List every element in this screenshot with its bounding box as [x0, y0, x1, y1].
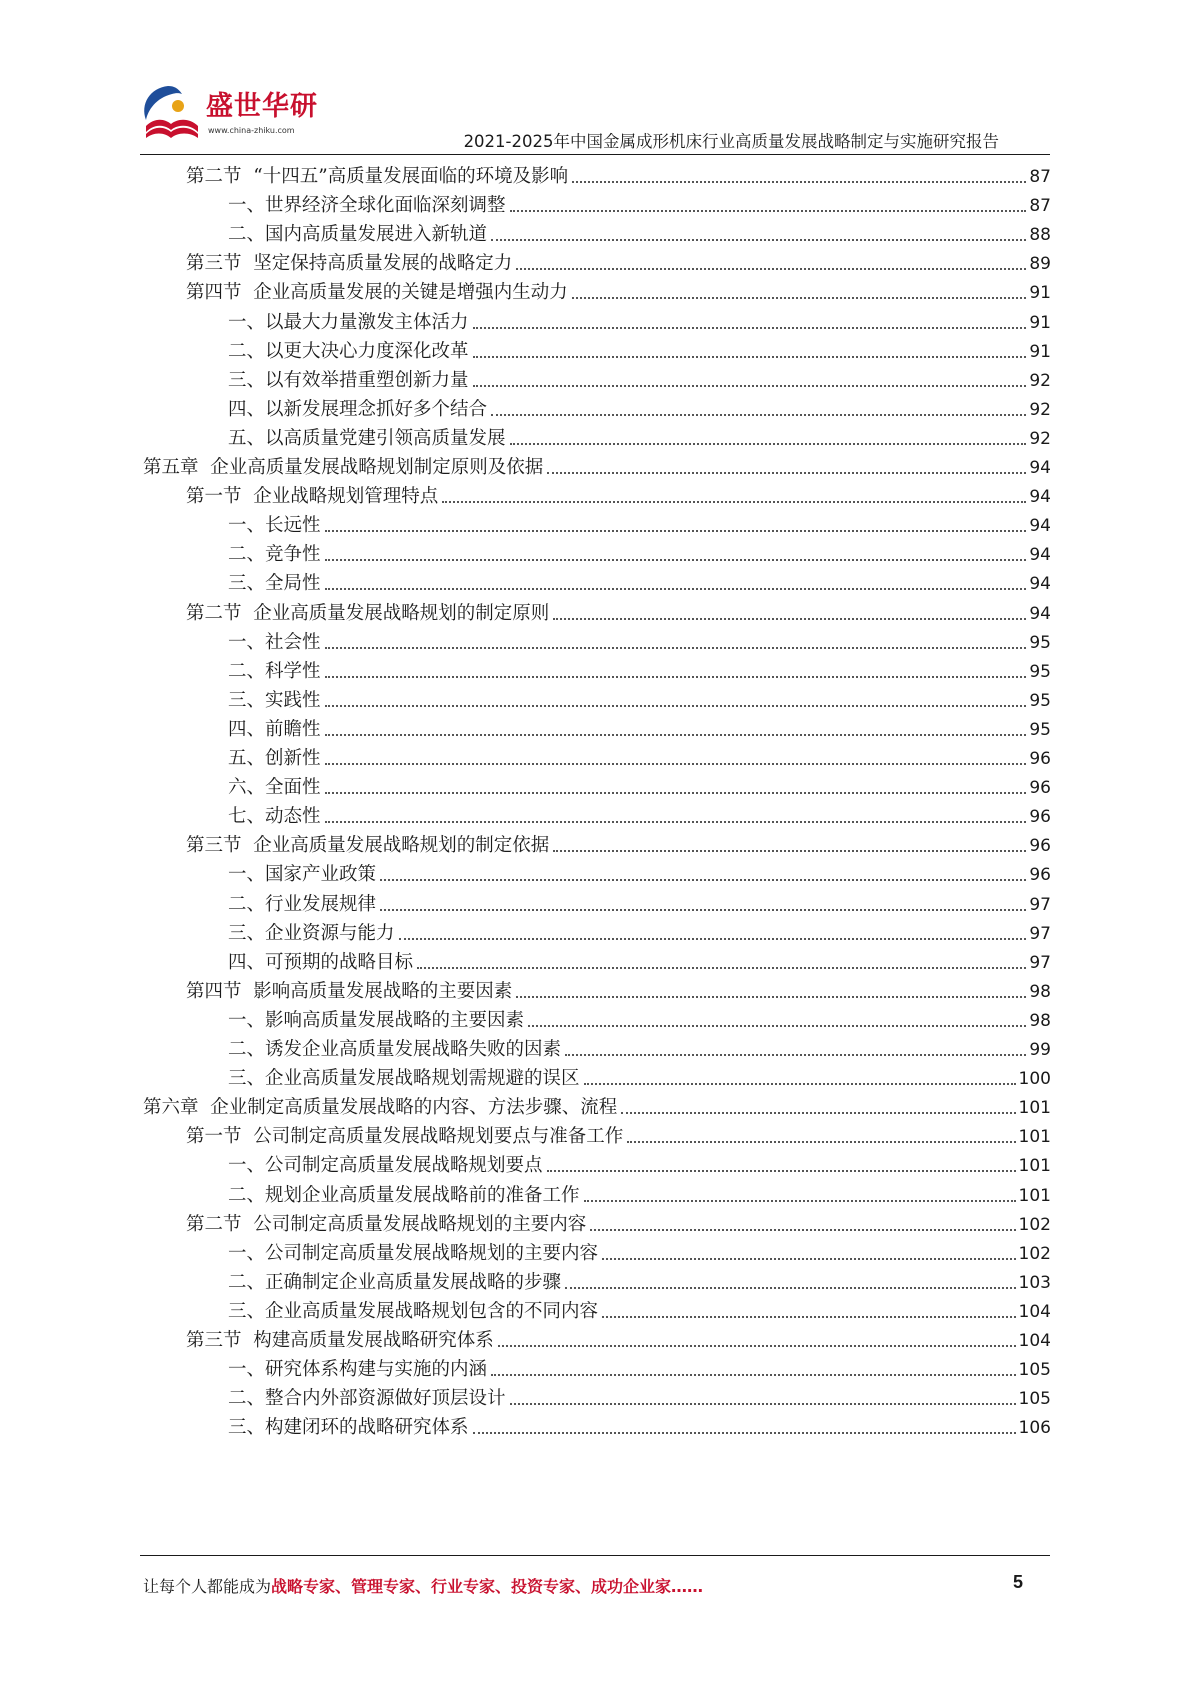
slogan-prefix: 让每个人都能成为	[143, 1577, 272, 1596]
toc-entry-title: 三、企业资源与能力	[228, 922, 395, 944]
toc-entry-page: 96	[1029, 778, 1051, 799]
toc-entry-title: 七、动态性	[228, 806, 321, 828]
toc-entry-title: 三、企业高质量发展战略规划包含的不同内容	[228, 1300, 599, 1322]
toc-dot-leader	[627, 1141, 1015, 1143]
toc-entry[interactable]	[228, 1409, 1051, 1439]
toc-entry-page: 95	[1029, 661, 1051, 682]
toc-entry[interactable]	[228, 1380, 1051, 1410]
toc-entry-page: 102	[1018, 1214, 1051, 1235]
toc-entry-title: 二、以更大决心力度深化改革	[228, 340, 469, 362]
toc-entry-page: 104	[1018, 1301, 1051, 1322]
report-title: 2021-2025年中国金属成形机床行业高质量发展战略制定与实施研究报告	[463, 132, 999, 151]
toc-entry-title: 第一节 企业战略规划管理特点	[186, 486, 439, 508]
toc-entry-title: 二、行业发展规律	[228, 893, 377, 915]
toc-entry[interactable]	[228, 944, 1051, 974]
toc-entry[interactable]	[186, 274, 1051, 304]
toc-dot-leader	[473, 385, 1027, 387]
toc-entry-title: 二、国内高质量发展进入新轨道	[228, 224, 488, 246]
toc-dot-leader	[565, 1054, 1026, 1056]
toc-dot-leader	[325, 559, 1027, 561]
toc-entry[interactable]	[228, 740, 1051, 770]
toc-dot-leader	[491, 239, 1026, 241]
toc-entry-page: 100	[1018, 1069, 1051, 1090]
toc-entry-page: 101	[1018, 1098, 1051, 1119]
toc-entry-title: 一、影响高质量发展战略的主要因素	[228, 1009, 525, 1031]
toc-dot-leader	[572, 297, 1027, 299]
toc-entry-title: 一、以最大力量激发主体活力	[228, 311, 469, 333]
toc-entry-title: 六、全面性	[228, 777, 321, 799]
toc-entry-title: 第二节 “十四五”高质量发展面临的环境及影响	[186, 166, 569, 187]
toc-entry-title: 五、创新性	[228, 748, 321, 769]
toc-entry-title: 三、企业高质量发展战略规划需规避的误区	[228, 1068, 580, 1090]
toc-dot-leader	[325, 763, 1027, 765]
toc-entry-title: 第三节 坚定保持高质量发展的战略定力	[186, 253, 513, 275]
toc-entry[interactable]	[186, 158, 1051, 188]
toc-entry-title: 三、以有效举措重塑创新力量	[228, 369, 469, 391]
toc-entry[interactable]	[228, 536, 1051, 566]
toc-dot-leader	[528, 1025, 1026, 1027]
toc-entry-title: 第五章 企业高质量发展战略规划制定原则及依据	[143, 457, 544, 478]
toc-entry-page: 96	[1029, 749, 1051, 769]
toc-entry[interactable]	[228, 1060, 1051, 1090]
toc-entry[interactable]	[228, 1147, 1051, 1177]
toc-entry-page: 104	[1018, 1331, 1051, 1351]
toc-entry-page: 105	[1018, 1360, 1051, 1381]
toc-dot-leader	[498, 1345, 1016, 1347]
toc-entry-title: 四、前瞻性	[228, 718, 321, 740]
toc-dot-leader	[325, 530, 1027, 532]
toc-entry[interactable]	[228, 915, 1051, 945]
toc-entry[interactable]	[228, 565, 1051, 595]
toc-entry[interactable]	[228, 886, 1051, 916]
toc-dot-leader	[553, 850, 1026, 852]
toc-entry[interactable]	[228, 1177, 1051, 1207]
toc-dot-leader	[325, 676, 1027, 678]
toc-entry-page: 96	[1029, 836, 1051, 857]
toc-dot-leader	[417, 967, 1026, 969]
toc-entry-page: 101	[1018, 1185, 1051, 1206]
toc-dot-leader	[553, 618, 1026, 620]
footer-slogan	[143, 1574, 703, 1597]
toc-dot-leader	[621, 1112, 1015, 1114]
toc-entry[interactable]	[186, 1118, 1051, 1148]
toc-entry[interactable]	[228, 653, 1051, 683]
toc-dot-leader	[547, 1170, 1016, 1172]
toc-entry-title: 二、科学性	[228, 660, 321, 682]
toc-entry-title: 第一节 公司制定高质量发展战略规划要点与准备工作	[186, 1126, 624, 1148]
toc-entry[interactable]	[228, 769, 1051, 799]
toc-entry-page: 96	[1029, 807, 1051, 828]
toc-entry-title: 四、可预期的战略目标	[228, 951, 414, 973]
toc-entry-page: 87	[1029, 167, 1051, 187]
toc-entry[interactable]	[228, 304, 1051, 334]
toc-dot-leader	[325, 821, 1027, 823]
toc-entry[interactable]	[186, 245, 1051, 275]
toc-dot-leader	[325, 588, 1027, 590]
toc-entry[interactable]	[228, 1293, 1051, 1323]
toc-entry[interactable]	[228, 187, 1051, 217]
toc-entry[interactable]	[228, 624, 1051, 654]
toc-dot-leader	[516, 268, 1026, 270]
page-header	[0, 0, 1191, 160]
logo-book-icon	[138, 82, 204, 146]
toc-entry[interactable]	[186, 1206, 1051, 1236]
toc-dot-leader	[325, 705, 1027, 707]
toc-entry-page: 98	[1029, 981, 1051, 1002]
toc-entry-page: 92	[1029, 428, 1051, 449]
toc-entry[interactable]	[228, 1235, 1051, 1265]
toc-entry-title: 一、公司制定高质量发展战略规划要点	[228, 1155, 543, 1177]
toc-entry-page: 102	[1018, 1243, 1051, 1264]
toc-entry-page: 106	[1018, 1418, 1051, 1439]
toc-entry-page: 91	[1029, 283, 1051, 304]
toc-entry-title: 三、构建闭环的战略研究体系	[228, 1417, 469, 1439]
toc-dot-leader	[510, 443, 1027, 445]
toc-entry-title: 五、以高质量党建引领高质量发展	[228, 427, 506, 449]
toc-entry[interactable]	[228, 420, 1051, 450]
toc-entry[interactable]	[228, 362, 1051, 392]
toc-entry-page: 101	[1018, 1156, 1051, 1177]
toc-dot-leader	[584, 1083, 1016, 1085]
toc-entry[interactable]	[186, 478, 1051, 508]
toc-dot-leader	[602, 1258, 1016, 1260]
toc-dot-leader	[602, 1316, 1016, 1318]
toc-entry[interactable]	[186, 595, 1051, 625]
toc-entry-title: 第二节 企业高质量发展战略规划的制定原则	[186, 602, 550, 624]
toc-dot-leader	[399, 938, 1027, 940]
toc-entry-page: 94	[1029, 603, 1051, 624]
toc-entry-page: 92	[1029, 370, 1051, 391]
toc-entry[interactable]	[228, 216, 1051, 246]
toc-entry-page: 103	[1018, 1272, 1051, 1293]
toc-entry-title: 第六章 企业制定高质量发展战略的内容、方法步骤、流程	[143, 1097, 618, 1119]
toc-entry-title: 二、竞争性	[228, 544, 321, 566]
toc-dot-leader	[510, 210, 1027, 212]
toc-entry-page: 88	[1029, 225, 1051, 246]
toc-entry-title: 第三节 企业高质量发展战略规划的制定依据	[186, 835, 550, 857]
toc-dot-leader	[565, 1287, 1016, 1289]
toc-entry-page: 91	[1029, 341, 1051, 362]
toc-entry-page: 87	[1029, 196, 1051, 217]
toc-entry-title: 第四节 影响高质量发展战略的主要因素	[186, 980, 513, 1002]
toc-dot-leader	[442, 501, 1026, 503]
toc-entry-page: 92	[1029, 399, 1051, 420]
toc-entry-title: 第二节 公司制定高质量发展战略规划的主要内容	[186, 1213, 587, 1235]
toc-dot-leader	[590, 1229, 1015, 1231]
toc-dot-leader	[473, 1432, 1016, 1434]
toc-entry-page: 96	[1029, 865, 1051, 886]
toc-entry-page: 91	[1029, 312, 1051, 333]
toc-entry-title: 一、长远性	[228, 515, 321, 537]
slogan-highlight: 战略专家、管理专家、行业专家、投资专家、成功企业家……	[271, 1577, 704, 1596]
toc-dot-leader	[572, 181, 1026, 183]
logo-url: www.china-zhiku.com	[208, 126, 295, 135]
toc-dot-leader	[380, 909, 1026, 911]
toc-entry-page: 101	[1018, 1127, 1051, 1148]
toc-entry[interactable]	[143, 1089, 1051, 1119]
toc-entry-title: 二、整合内外部资源做好顶层设计	[228, 1388, 506, 1410]
toc-dot-leader	[547, 472, 1026, 474]
toc-entry-title: 四、以新发展理念抓好多个结合	[228, 398, 488, 420]
toc-entry-page: 97	[1029, 894, 1051, 915]
header-divider	[140, 154, 1050, 155]
toc-entry-title: 第四节 企业高质量发展的关键是增强内生动力	[186, 282, 568, 304]
toc-entry[interactable]	[228, 1002, 1051, 1032]
toc-dot-leader	[491, 1374, 1016, 1376]
toc-entry-page: 99	[1029, 1040, 1051, 1060]
toc-entry-page: 95	[1029, 690, 1051, 711]
toc-entry-page: 97	[1029, 952, 1051, 973]
toc-entry[interactable]	[228, 682, 1051, 712]
toc-entry-title: 第三节 构建高质量发展战略研究体系	[186, 1330, 494, 1351]
toc-entry-page: 98	[1029, 1010, 1051, 1031]
toc-dot-leader	[510, 1403, 1016, 1405]
toc-dot-leader	[325, 734, 1027, 736]
toc-entry-page: 94	[1029, 574, 1051, 595]
toc-entry-title: 三、实践性	[228, 689, 321, 711]
toc-entry[interactable]	[186, 973, 1051, 1003]
toc-entry-title: 二、正确制定企业高质量发展战略的步骤	[228, 1271, 562, 1293]
toc-entry[interactable]	[228, 711, 1051, 741]
logo-name: 盛世华研	[206, 91, 318, 122]
toc-entry-title: 二、规划企业高质量发展战略前的准备工作	[228, 1184, 580, 1206]
toc-entry-page: 94	[1029, 516, 1051, 537]
toc-entry[interactable]	[228, 1264, 1051, 1294]
toc-entry-title: 一、公司制定高质量发展战略规划的主要内容	[228, 1242, 599, 1264]
toc-entry-title: 二、诱发企业高质量发展战略失败的因素	[228, 1039, 562, 1060]
toc-entry[interactable]	[228, 798, 1051, 828]
toc-entry[interactable]	[228, 856, 1051, 886]
toc-entry-page: 89	[1029, 254, 1051, 275]
page-number: 5	[1012, 1572, 1023, 1592]
toc-entry[interactable]	[228, 333, 1051, 363]
toc-entry[interactable]	[186, 827, 1051, 857]
toc-entry[interactable]	[186, 1322, 1051, 1352]
toc-entry[interactable]	[143, 449, 1051, 479]
toc-entry-page: 94	[1029, 458, 1051, 478]
toc-dot-leader	[516, 996, 1026, 998]
toc-entry-page: 95	[1029, 719, 1051, 740]
toc-entry[interactable]	[228, 507, 1051, 537]
toc-entry-page: 94	[1029, 545, 1051, 566]
toc-entry-page: 97	[1029, 923, 1051, 944]
toc-entry-page: 105	[1018, 1389, 1051, 1410]
toc-entry-title: 三、全局性	[228, 573, 321, 595]
toc-entry-page: 95	[1029, 632, 1051, 653]
toc-entry-title: 一、社会性	[228, 631, 321, 653]
toc-entry-page: 94	[1029, 487, 1051, 508]
toc-dot-leader	[380, 879, 1026, 881]
footer-divider	[140, 1555, 1050, 1556]
toc-dot-leader	[325, 792, 1027, 794]
toc-dot-leader	[473, 327, 1027, 329]
toc-entry-title: 一、国家产业政策	[228, 864, 377, 886]
toc-entry[interactable]	[228, 391, 1051, 421]
toc-dot-leader	[325, 647, 1027, 649]
toc-entry-title: 一、世界经济全球化面临深刻调整	[228, 195, 506, 217]
toc-dot-leader	[584, 1200, 1016, 1202]
toc-entry[interactable]	[228, 1031, 1051, 1061]
toc-dot-leader	[473, 356, 1027, 358]
toc-entry[interactable]	[228, 1351, 1051, 1381]
toc-entry-title: 一、研究体系构建与实施的内涵	[228, 1359, 488, 1381]
brand-logo	[138, 82, 318, 146]
toc-dot-leader	[491, 414, 1026, 416]
